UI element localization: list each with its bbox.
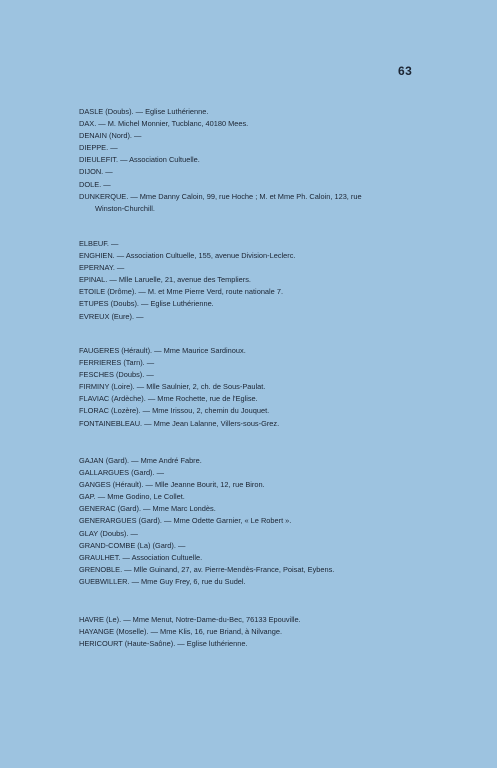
entry-grenoble: GRENOBLE. — Mlle Guinand, 27, av. Pierre-Mendès-France, Poisat, Eybens. — [79, 564, 335, 574]
entry-ferrieres: FERRIERES (Tarn). — — [79, 358, 155, 368]
entry-dole: DOLE. — — [79, 179, 111, 189]
entry-dijon: DIJON. — — [79, 167, 113, 177]
entry-dax: DAX. — M. Michel Monnier, Tucblanc, 40180 Mees. — [79, 119, 249, 129]
entry-faugeres: FAUGERES (Hérault). — Mme Maurice Sardinoux. — [79, 346, 246, 355]
entry-generargues: GENERARGUES (Gard). — Mme Odette Garnier, « Le Robert ». — [79, 516, 292, 526]
entry-denain: DENAIN (Nord). — — [79, 131, 142, 141]
entry-fontainebleau: FONTAINEBLEAU. — Mme Jean Lalanne, Villers-sous-Grez. — [79, 418, 280, 428]
entry-gap: GAP. — Mme Godino, Le Collet. — [79, 492, 185, 502]
entry-epinal: EPINAL. — Mlle Laruelle, 21, avenue des Templiers. — [79, 275, 251, 285]
entry-dieulefit: DIEULEFIT. — Association Cultuelle. — [79, 155, 200, 165]
entry-ganges: GANGES (Hérault). — Mlle Jeanne Bourit, 12, rue Biron. — [79, 480, 265, 490]
entry-hayange: HAYANGE (Moselle). — Mme Klis, 16, rue Briand, à Nilvange. — [79, 627, 283, 637]
entry-dunkerque: DUNKERQUE. — Mme Danny Caloin, 99, rue Hoche ; M. et Mme Ph. Caloin, 123, rue — [79, 191, 362, 201]
entry-epernay: EPERNAY. — — [79, 263, 125, 273]
entry-florac: FLORAC (Lozère). — Mme Irissou, 2, chemin du Jouquet. — [79, 406, 270, 416]
entry-havre: HAVRE (Le). — Mme Menut, Notre-Dame-du-Bec, 76133 Epouville. — [79, 615, 301, 624]
entry-dieppe: DIEPPE. — — [79, 143, 118, 153]
entry-glay: GLAY (Doubs). — — [79, 528, 138, 538]
entry-guebwiller: GUEBWILLER. — Mme Guy Frey, 6, rue du Sudel. — [79, 576, 246, 586]
entry-gajan: GAJAN (Gard). — Mme André Fabre. — [79, 456, 202, 465]
section-e — [79, 238, 419, 323]
page-number: 63 — [398, 64, 413, 78]
entry-gallargues: GALLARGUES (Gard). — — [79, 468, 165, 478]
entry-enghien: ENGHIEN. — Association Cultuelle, 155, avenue Division-Leclerc. — [79, 251, 296, 261]
entry-etoile: ETOILE (Drôme). — M. et Mme Pierre Verd, route nationale 7. — [79, 287, 284, 297]
entry-firminy: FIRMINY (Loire). — Mlle Saulnier, 2, ch. de Sous-Paulat. — [79, 382, 266, 392]
entry-elbeuf: ELBEUF. — — [79, 239, 119, 248]
entry-dunkerque-continuation: Winston-Churchill. — [95, 203, 155, 213]
entry-flaviac: FLAVIAC (Ardèche). — Mme Rochette, rue de l'Eglise. — [79, 394, 258, 404]
entry-graulhet: GRAULHET. — Association Cultuelle. — [79, 552, 203, 562]
entry-dasle: DASLE (Doubs). — Eglise Luthérienne. — [79, 107, 209, 116]
entry-grand-combe: GRAND-COMBE (La) (Gard). — — [79, 540, 186, 550]
section-d — [79, 106, 419, 215]
section-g — [79, 455, 419, 588]
section-f — [79, 345, 419, 430]
entry-generac: GENERAC (Gard). — Mme Marc Londès. — [79, 504, 216, 514]
entry-fesches: FESCHES (Doubs). — — [79, 370, 154, 380]
entry-hericourt: HERICOURT (Haute-Saône). — Eglise luthérienne. — [79, 639, 248, 649]
entry-evreux: EVREUX (Eure). — — [79, 311, 144, 321]
entry-etupes: ETUPES (Doubs). — Eglise Luthérienne. — [79, 299, 214, 309]
section-h — [79, 614, 419, 650]
